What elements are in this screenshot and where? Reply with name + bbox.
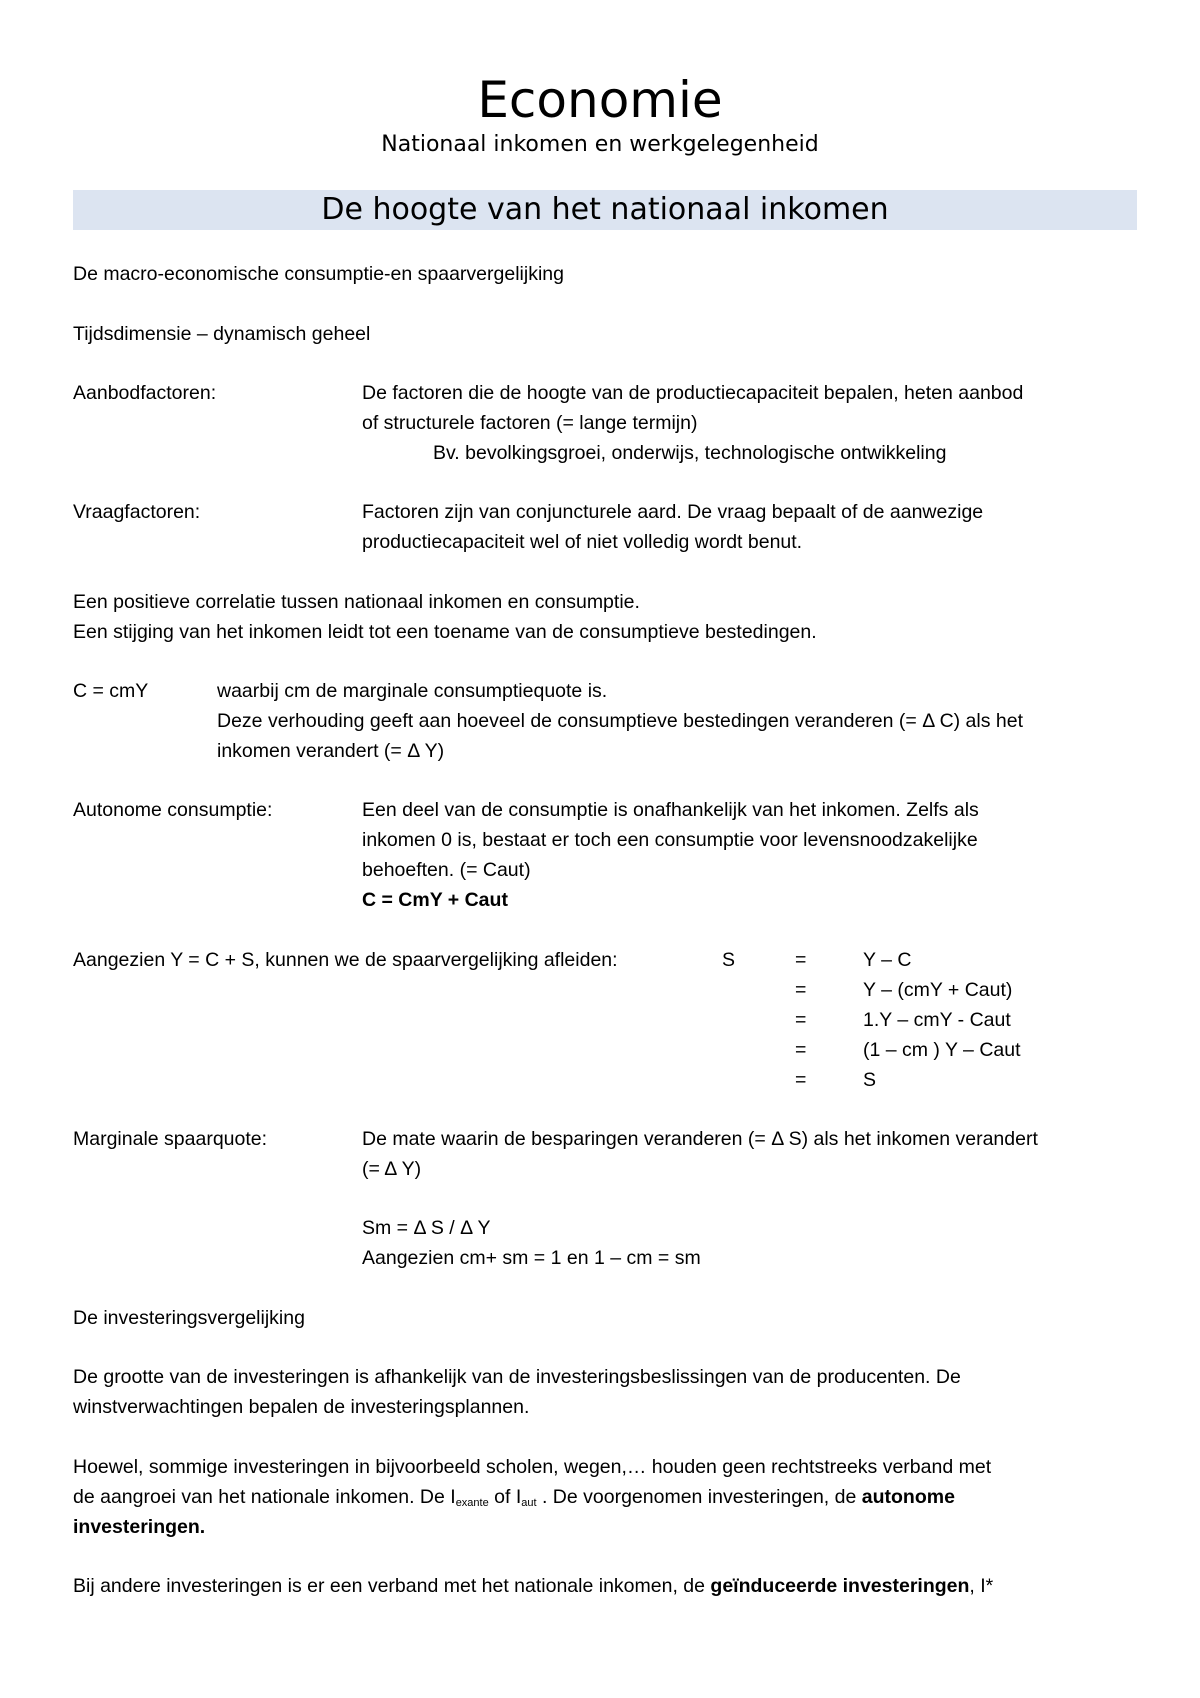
term-label: Vraagfactoren: xyxy=(73,501,201,523)
equation-rhs: Y – C xyxy=(863,949,912,971)
definition-line: productiecapaciteit wel of niet volledig wordt benut. xyxy=(362,531,803,553)
paragraph-line: Een stijging van het inkomen leidt tot een toename van de consumptieve bestedingen. xyxy=(73,621,817,643)
equation-rhs: Y – (cmY + Caut) xyxy=(863,979,1013,1001)
equals-sign: = xyxy=(795,1009,807,1031)
document-title: Economie xyxy=(477,71,723,129)
equals-sign: = xyxy=(795,1069,807,1091)
paragraph-line: Hoewel, sommige investeringen in bijvoorbeeld scholen, wegen,… houden geen rechtstreeks verband met xyxy=(73,1456,992,1478)
document-subtitle: Nationaal inkomen en werkgelegenheid xyxy=(381,132,819,157)
definition-line: Deze verhouding geeft aan hoeveel de consumptieve bestedingen veranderen (= Δ C) als het xyxy=(217,710,1024,732)
definition-line: Een deel van de consumptie is onafhankelijk van het inkomen. Zelfs als xyxy=(362,799,979,821)
text-run: Bij andere investeringen is er een verband met het nationale inkomen, de xyxy=(73,1575,711,1597)
example-line: Bv. bevolkingsgroei, onderwijs, technologische ontwikkeling xyxy=(433,442,947,464)
paragraph-line: Een positieve correlatie tussen nationaal inkomen en consumptie. xyxy=(73,591,640,613)
term-label: Aanbodfactoren: xyxy=(73,382,217,404)
text-run: , I* xyxy=(969,1575,994,1597)
definition-line: inkomen 0 is, bestaat er toch een consumptie voor levensnoodzakelijke xyxy=(362,829,978,851)
bold-term: investeringen. xyxy=(73,1516,206,1538)
subscript: exante xyxy=(455,1497,489,1509)
definition-line: of structurele factoren (= lange termijn) xyxy=(362,412,698,434)
paragraph-line: winstverwachtingen bepalen de investeringsplannen. xyxy=(73,1396,530,1418)
paragraph-line: De grootte van de investeringen is afhankelijk van de investeringsbeslissingen van de producenten. De xyxy=(73,1366,961,1388)
paragraph-line: De macro-economische consumptie-en spaarvergelijking xyxy=(73,263,564,285)
formula-label: C = cmY xyxy=(73,680,149,702)
text-run: de aangroei van het nationale inkomen. De I xyxy=(73,1486,456,1508)
bold-term: geïnduceerde investeringen xyxy=(710,1575,970,1597)
term-label: Marginale spaarquote: xyxy=(73,1128,268,1150)
paragraph-line xyxy=(73,1482,955,1512)
definition-line: De factoren die de hoogte van de productiecapaciteit bepalen, heten aanbod xyxy=(362,382,1024,404)
paragraph-line: De investeringsvergelijking xyxy=(73,1307,305,1329)
paragraph-line xyxy=(73,1571,993,1601)
equation-rhs: S xyxy=(863,1069,877,1091)
equation-rhs: (1 – cm ) Y – Caut xyxy=(863,1039,1021,1061)
definition-line: behoeften. (= Caut) xyxy=(362,859,531,881)
formula-line: Aangezien cm+ sm = 1 en 1 – cm = sm xyxy=(362,1247,701,1269)
subscript: aut xyxy=(521,1497,537,1509)
paragraph-line: Tijdsdimensie – dynamisch geheel xyxy=(73,323,371,345)
definition-line: De mate waarin de besparingen veranderen (= Δ S) als het inkomen verandert xyxy=(362,1128,1038,1150)
equals-sign: = xyxy=(795,979,807,1001)
paragraph-line: Aangezien Y = C + S, kunnen we de spaarvergelijking afleiden: xyxy=(73,949,618,971)
formula-bold: C = CmY + Caut xyxy=(362,889,508,911)
formula-line: Sm = Δ S / Δ Y xyxy=(362,1217,491,1239)
equals-sign: = xyxy=(795,1039,807,1061)
term-label: Autonome consumptie: xyxy=(73,799,273,821)
definition-line: (= Δ Y) xyxy=(362,1158,422,1180)
text-run: . De voorgenomen investeringen, de xyxy=(536,1486,862,1508)
equation-rhs: 1.Y – cmY - Caut xyxy=(863,1009,1011,1031)
definition-line: Factoren zijn van conjuncturele aard. De vraag bepaalt of de aanwezige xyxy=(362,501,984,523)
equals-sign: = xyxy=(795,949,807,971)
equation-lhs: S xyxy=(722,949,736,971)
definition-line: inkomen verandert (= Δ Y) xyxy=(217,740,445,762)
text-run: of I xyxy=(488,1486,522,1508)
bold-term: autonome xyxy=(861,1486,955,1508)
definition-line: waarbij cm de marginale consumptiequote is. xyxy=(217,680,608,702)
section-heading: De hoogte van het nationaal inkomen xyxy=(73,190,1137,230)
